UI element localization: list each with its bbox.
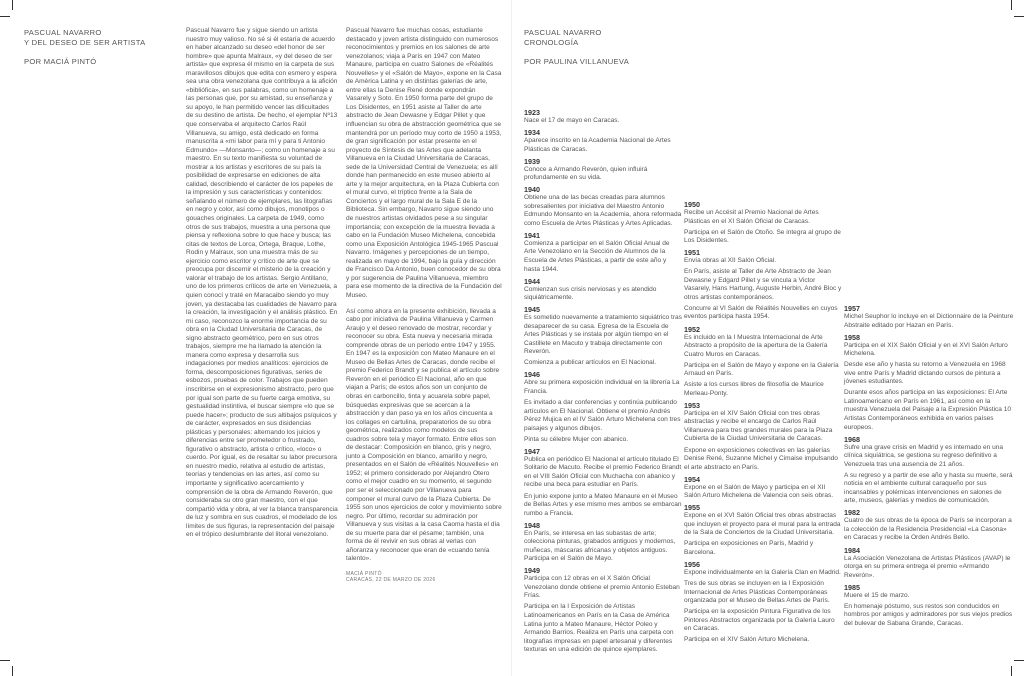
chronology-entry xyxy=(844,508,1014,543)
chronology-paragraph: Asiste a los cursos libres de filosofía de Maurice Merleau-Ponty. xyxy=(684,381,824,397)
chronology-paragraph: Michel Seuphor lo incluye en el Dictionnaire de la Peinture Abstraite editado por Hazan en París. xyxy=(844,313,1014,329)
chronology-entry xyxy=(524,277,682,303)
signature-place-date: CARACAS, 22 DE MARZO DE 2026 xyxy=(346,576,436,583)
chronology-year: 1949 xyxy=(524,566,540,576)
chronology-paragraph: Participa en la exposición Pintura Figurativa de los Pintores Abstractos organizada por la Galería Lauro en Caracas. xyxy=(684,608,835,633)
chronology-entry xyxy=(524,521,682,564)
chronology-paragraph: Expone en el Salón de Mayo y participa en el XII Salón Arturo Michelena de Valencia con seis obras. xyxy=(684,483,834,500)
chronology-entry xyxy=(524,157,682,183)
chronology-paragraph: Es invitado a dar conferencias y continúa publicando artículos en El Nacional. Obtiene el premio Andrés Pérez Mujica en el IV Salón Arturo Michelena con tres paisajes y algunos dibujos. xyxy=(524,399,681,432)
chronology-entry xyxy=(844,304,1014,330)
right-page xyxy=(512,0,1024,676)
chronology-paragraph: Abre su primera exposición individual en la librería La Francia. xyxy=(524,379,680,396)
chronology-year: 1923 xyxy=(524,108,540,117)
chronology-paragraph: Es sometido nuevamente a tratamiento siquiátrico tras desaparecer de su casa. Egresa de la Escuela de Artes Plásticas y se instala por algún tiempo en el Castillete en Macuto y trabaja directamente con Reverón. xyxy=(524,314,682,356)
chronology-paragraph: Obtiene una de las becas creadas para alumnos sobresalientes por iniciativa del Maestro Antonio Edmundo Monsanto en la Academia, ahora reformada como Escuela de Artes Plásticas y Artes Aplicadas. xyxy=(524,194,682,227)
essay-title-line-2: Y DEL DESEO DE SER ARTISTA xyxy=(24,37,146,47)
chronology-year: 1957 xyxy=(844,304,860,313)
chronology-column-1 xyxy=(524,108,682,657)
chronology-title-line-2: CRONOLOGÍA xyxy=(524,37,579,47)
chronology-year: 1954 xyxy=(684,474,700,484)
chronology-year: 1934 xyxy=(524,128,540,138)
chronology-paragraph: Aparece inscrito en la Academia Nacional de Artes Plásticas de Caracas. xyxy=(524,137,671,153)
chronology-entry xyxy=(684,503,842,557)
chronology-paragraph: Desde ese año y hasta su retorno a Venezuela en 1968 vive entre París y Madrid dictando cursos de pintura a jóvenes estudiantes. xyxy=(844,361,1006,386)
chronology-entry xyxy=(844,546,1014,581)
chronology-year: 1955 xyxy=(684,503,700,513)
chronology-entry xyxy=(524,108,682,126)
chronology-paragraph: Concurre al VI Salón de Réalités Nouvelles en cuyos eventos participa hasta 1954. xyxy=(684,304,838,321)
chronology-paragraph: Participa en la I Exposición de Artistas Latinoamericanos en París en la Casa de América Latina junto a Mateo Manaure, Héctor Poleo y Armando Barrios. Realiza en París una carpeta con litografías impresas en papel artesanal y diferentes texturas en una edición de quince ejemplares. xyxy=(524,603,674,654)
chronology-entry xyxy=(524,370,682,444)
chronology-paragraph: Participa en exposiciones en París, Madrid y Barcelona. xyxy=(684,540,814,556)
chronology-entry xyxy=(684,248,842,322)
chronology-title-line-1: PASCUAL NAVARRO xyxy=(524,28,602,37)
chronology-year: 1941 xyxy=(524,230,540,240)
chronology-paragraph: Expone en exposiciones colectivas en las galerías Denise René, Suzanne Michel y Cimaise impulsando el arte abstracto en París. xyxy=(684,446,838,471)
chronology-year: 1956 xyxy=(684,560,700,569)
chronology-entry xyxy=(844,333,1014,432)
chronology-paragraph: Comienzan sus crisis nerviosas y es atendido siquiátricamente. xyxy=(524,285,657,302)
chronology-column-3 xyxy=(844,304,1014,631)
essay-column-2 xyxy=(346,27,502,583)
chronology-paragraph: En París, asiste al Taller de Arte Abstracto de Jean Dewasne y Edgard Pillet y se vincula a Victor Vasarely, Hans Hartung, Auguste Herbin, André Bloc y otros artistas contemporáneos. xyxy=(684,268,842,301)
chronology-paragraph: En homenaje póstumo, sus restos son conducidos en hombros por amigos y admiradores por sus viejos predios del bulevar de Sabana Grande, Caracas. xyxy=(844,602,1013,627)
chronology-paragraph: Expone individualmente en la Galería Clan en Madrid. xyxy=(684,569,841,576)
chronology-year: 1958 xyxy=(844,332,860,342)
chronology-year: 1948 xyxy=(524,520,540,530)
chronology-paragraph: Recibe un Accésit al Premio Nacional de Artes Plásticas en el XI Salón Oficial de Caracas. xyxy=(684,209,819,225)
chronology-paragraph: En París, se interesa en las subastas de arte; colecciona pinturas, grabados antiguos y modernos, muñecas, máscaras africanas y objetos antiguos. Participa en el Salón de Mayo. xyxy=(524,529,676,563)
chronology-paragraph: Muere el 15 de marzo. xyxy=(844,591,910,599)
chronology-byline: POR PAULINA VILLANUEVA xyxy=(524,57,630,66)
chronology-paragraph: A su regreso y a partir de ese año y hasta su muerte, será noticia en el ambiente cultural caraqueño por sus incansables y polémicas intervenciones en salones de arte, museos, galerías y medios de comunicación. xyxy=(844,471,1013,505)
chronology-paragraph: Expone en el XVI Salón Oficial tres obras abstractas que incluyen el proyecto para el mural para la entrada de la Sala de Conciertos de la Ciudad Universitaria. xyxy=(684,512,841,537)
chronology-paragraph: En junio expone junto a Mateo Manaure en el Museo de Bellas Artes y ese mismo mes ambos se embarcan rumbo a Francia. xyxy=(524,492,682,517)
essay-paragraph: Así como ahora en la presente exhibición, llevada a cabo por iniciativa de Paulina Villanueva y Carmen Araujo y el deseo renovado de mostrar, recordar y reconocer su obra. Esta nueva y necesaria mirada comprende obras de un período entre 1947 y 1955. En 1947 es la exposición con Mateo Manaure en el Museo de Bellas Artes de Caracas, donde recibe el premio Federico Brandt y se publica el artículo sobre Reverón en el periódico El Nacional, año en que viajan a París; de estos años son un conjunto de obras en carboncillo, tinta y acuarela sobre papel, búsquedas expresivas que se acercan a la abstracción y dan paso ya en los años cincuenta a los collages en cartulina, preparatorios de su obra geométrica, realizados como modelos de sus cuadros sobre tela y mayor formato. Entre ellos son de destacar: Composición en blanco, gris y negro, junto a Composición en blanco, amarillo y negro, presentados en el Salón de «Réalités Nouvelles» en 1952; el primero considerado por Alejandro Otero como el mejor cuadro en su momento, el segundo por ser el seleccionado por Villanueva para componer el mural curvo de la Plaza Cubierta. De 1955 son unos ejercicios de color y movimiento sobre negro. Por último, recordar su admiración por Villanueva y sus visitas a la casa Caoma hasta el día de su muerte para dar el pésame; también, una forma de él revivir en sus obras al verlas con añoranza y reconocer que eran de «cuando tenía talento». xyxy=(346,307,502,563)
chronology-year: 1947 xyxy=(524,446,540,456)
chronology-paragraph: Pinta su célebre Mujer con abanico. xyxy=(524,435,629,443)
chronology-year: 1953 xyxy=(684,400,700,410)
chronology-year: 1940 xyxy=(524,185,540,195)
chronology-entry xyxy=(524,231,682,274)
chronology-paragraph: Participa en el Salón de Otoño. Se integra al grupo de Los Disidentes. xyxy=(684,228,841,245)
chronology-paragraph: La Asociación Venezolana de Artistas Plásticos (AVAP) le otorga en su primera entrega el premio «Armando Reverón». xyxy=(844,554,1011,579)
chronology-entry xyxy=(844,583,1014,629)
essay-signature xyxy=(346,571,502,583)
chronology-year: 1945 xyxy=(524,305,540,315)
chronology-paragraph: Sufre una grave crisis en Madrid y es internado en una clínica siquiátrica, se gestiona su regreso definitivo a Venezuela tras una ausencia de 21 años. xyxy=(844,443,1004,468)
chronology-entry xyxy=(524,128,682,154)
chronology-year: 1950 xyxy=(684,200,700,209)
chronology-entry xyxy=(524,305,682,368)
chronology-year: 1951 xyxy=(684,248,700,258)
chronology-year: 1939 xyxy=(524,156,540,166)
chronology-paragraph: Es incluido en la I Muestra Internacional de Arte Abstracto a propósito de la apertura de la Galería Cuatro Muros en Caracas. xyxy=(684,333,828,358)
chronology-entry xyxy=(844,435,1014,506)
chronology-paragraph: Conoce a Armando Reverón, quien influirá profundamente en su vida. xyxy=(524,165,648,182)
chronology-column-2 xyxy=(684,200,842,647)
chronology-entry xyxy=(684,200,842,246)
chronology-entry xyxy=(524,447,682,518)
chronology-paragraph: Participa en el XIV Salón Oficial con tres obras abstractas y recibe el encargo de Carlos Raúl Villanueva para tres grandes murales para la Plaza Cubierta de la Ciudad Universitaria de Caracas. xyxy=(684,409,833,443)
chronology-paragraph: Publica en periódico El Nacional el artículo titulado El Solitario de Macuto. Recibe el premio Federico Brandt en el VIII Salón Oficial con Muchacha con abanico y recibe una beca para estudiar en París. xyxy=(524,455,682,489)
chronology-paragraph: Comienza a publicar artículos en El Nacional. xyxy=(524,359,657,367)
signature-name: MACIÁ PINTÓ xyxy=(346,570,382,577)
essay-column-1 xyxy=(186,27,338,547)
chronology-year: 1984 xyxy=(844,545,860,555)
essay-paragraph: Pascual Navarro fue muchas cosas, estudiante destacado y joven artista distinguido con numerosos reconocimientos y premios en los salones de arte venezolanos; viaja a París en 1947 con Mateo Manaure, participa en cuatro Salones de «Réalités Nouvelles» y el «Salón de Mayo», expone en la Casa de América Latina y en distintas galerías de arte, entre ellas la Denise René donde expondrán Vasarely y Soto. En 1950 forma parte del grupo de Los Disidentes, en 1951 asiste al Taller de arte abstracto de Jean Dewasne y Edgar Pillet y que influencian su obra de abstracción geométrica que se mantendrá por un período muy corto de 1950 a 1953, de gran significación por estar presente en el proyecto de Síntesis de las Artes que adelanta Villanueva en la Ciudad Universitaria de Caracas, sede de la Universidad Central de Venezuela; es allí donde han permanecido en este museo abierto al arte y la mejor arquitectura, en la Plaza Cubierta con el mural curvo, el tríptico frente a la Sala de Conciertos y el largo mural de la Sala E de la Biblioteca. Sin embargo, Navarro sigue siendo uno de nuestros artistas olvidados pese a su singular importancia; con excepción de la muestra llevada a cabo en la Fundación Museo Michelena, concebida como una Exposición Antológica 1945-1965 Pascual Navarro. Imágenes y percepciones de un tiempo, realizada en mayo de 1994, bajo la guía y dirección de Francisco Da Antonio, buen conocedor de su obra y por sugerencia de Paulina Villanueva, miembro para ese momento de la directiva de la Fundación del Museo. xyxy=(346,27,502,299)
chronology-entry xyxy=(524,566,682,654)
essay-title-line-1: PASCUAL NAVARRO xyxy=(24,28,102,37)
chronology-entry xyxy=(524,185,682,228)
chronology-title xyxy=(524,28,602,47)
chronology-entry xyxy=(684,401,842,472)
chronology-paragraph: Cuatro de sus obras de la época de París se incorporan a la colección de la Residencia Presidencial «La Casona» en Caracas y recibe la Orden Andrés Bello. xyxy=(844,517,1012,542)
chronology-paragraph: Participa en el XIV Salón Arturo Michelena. xyxy=(684,636,810,644)
chronology-year: 1946 xyxy=(524,370,540,380)
chronology-year: 1952 xyxy=(684,324,700,334)
chronology-paragraph: Participa con 12 obras en el X Salón Oficial Venezolano donde obtiene el premio Antonio Esteban Frías. xyxy=(524,575,680,600)
chronology-paragraph: Nace el 17 de mayo en Caracas. xyxy=(524,117,620,124)
chronology-year: 1944 xyxy=(524,276,540,286)
chronology-entry xyxy=(684,475,842,501)
essay-byline: POR MACIÁ PINTÓ xyxy=(24,57,97,66)
chronology-paragraph: Participa en el XIX Salón Oficial y en el XVI Salón Arturo Michelena. xyxy=(844,341,1008,358)
chronology-paragraph: Tres de sus obras se incluyen en la I Exposición Internacional de Artes Plásticas Contemporáneas organizada por el Museo de Bellas Artes de París. xyxy=(684,580,830,605)
chronology-entry xyxy=(684,560,842,645)
chronology-year: 1968 xyxy=(844,434,860,444)
chronology-year: 1982 xyxy=(844,508,860,518)
chronology-paragraph: Comienza a participar en el Salón Oficial Anual de Arte Venezolano en la Sección de Alumnos de la Escuela de Artes Plásticas, a partir de este año y hasta 1944. xyxy=(524,239,670,273)
essay-title xyxy=(24,28,145,47)
chronology-year: 1985 xyxy=(844,582,860,592)
chronology-entry xyxy=(684,325,842,399)
chronology-paragraph: Participa en el Salón de Mayo y expone en la Galería Arnaud en París. xyxy=(684,361,839,378)
essay-paragraph: Pascual Navarro fue y sigue siendo un artista nuestro muy valioso. No sé si él estaría de acuerdo en haber alcanzado su deseo «del honor de ser hombre» que apunta Malraux, «y del deseo de ser artista» que expresa él mismo en la carpeta de sus maravillosos dibujos que edita con esmero y espera sea una obra venezolana que contribuya a la afición «bibliófica», en sus palabras, como un homenaje a las personas que, por su amistad, su enseñanza y su apoyo, le han permitido vencer las dificultades de su destino de artista. De hecho, el ejemplar Nº13 que conservaba el arquitecto Carlos Raúl Villanueva, su amigo, está dedicado en forma manuscrita a «mi labor para mí y para ti Antonio Edmundo» —Monsanto—; como un homenaje a su maestro. En su texto manifiesta su voluntad de mostrar a los artistas y escritores de su país la posibilidad de expresarse en ediciones de alta calidad, describiendo el carácter de los papeles de la impresión y sus características y contenidos: señalando el número de ejemplares, las litografías en negro y color, así como dibujos, monotipos o gouaches originales. La carpeta de 1949, como otros de sus trabajos, muestra a una persona que piensa y reflexiona sobre lo que hace y busca; las citas de textos de Lorca, Ortega, Braque, Lothe, Rodin y Malraux, son una muestra más de su ejercicio como escritor y crítico de arte que se preocupa por discernir el misterio de la creación y valorar el trabajo de los artistas. Sergio Antillano, uno de los primeros críticos de arte en Venezuela, a quien conocí y traté en Maracaibo siendo yo muy joven, ya destacaba las cualidades de Navarro para la creación, la investigación y el análisis plástico. En mi caso, reconozco la enorme importancia de su obra en la Ciudad Universitaria de Caracas, de signo abstracto geométrico, pero en sus otros trabajos, siempre me ha llamado la atención la manera como expresa y desarrolla sus indagaciones por medios analíticos: ejercicios de forma, descomposiciones figurativas, series de esbozos, pruebas de color. Trabajos que pueden inscribirse en el expresionismo abstracto, pero que por igual son parte de su fuerte carga emotiva, su gestualidad instintiva, el buscar siempre «lo que se puede hacer»; producto de sus altibajos psíquicos y de carácter, expresados en sus disidencias plásticas y personales: alternando los juicios y diferencias entre ser prometedor o frustrado, figurativo o abstracto, artista o crítico, «loco» o cuerdo. Por igual, es de resaltar su labor precursora en nuestro medio, relativa al estudio de artistas, teorías y tendencias en las artes, así como su importante y significativo acercamiento y comprensión de la obra de Armando Reverón, que consideraba su otro gran maestro, con el que compartió vida y obra, al ver la blanca transparencia de luz y sombra en sus cuadros, el modelado de los límites de sus figuras, la representación del paisaje en el trópico deslumbrante del litoral venezolano. xyxy=(186,27,338,539)
chronology-paragraph: Durante esos años participa en las exposiciones: El Arte Latinoamericano en París en 1961, así como en la muestra Venezuela del Paisaje a la Expresión Plástica 10 Artistas Contemporáneos exhibida en varios países europeos. xyxy=(844,389,1012,431)
chronology-paragraph: Envía obras al XII Salón Oficial. xyxy=(684,257,777,265)
